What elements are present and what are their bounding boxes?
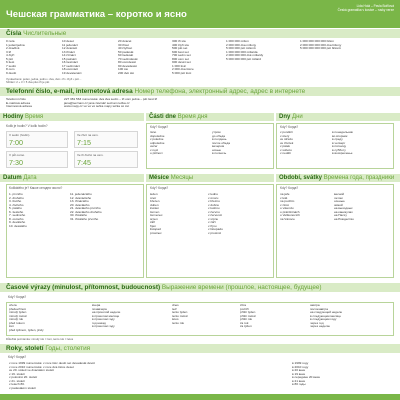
list-item: za týden	[240, 324, 252, 329]
list-item: 11 jedenáct	[62, 42, 78, 47]
list-item: 40 čtyřicet	[118, 46, 133, 51]
list-item: letos	[172, 317, 179, 322]
list-item: o půlnoci	[150, 151, 163, 156]
list-item: 500 pět set	[172, 46, 188, 51]
list-item: před týdnem, týden, jindy	[9, 327, 44, 332]
years-list	[9, 362, 95, 390]
time-expr-col-2	[92, 304, 120, 329]
list-item: на следующей неделе	[310, 310, 343, 315]
list-item: říjen	[150, 223, 157, 228]
page-title: Чешская грамматика – коротко и ясно	[6, 9, 187, 20]
list-item: v dubnu	[208, 202, 220, 207]
list-item: летом	[334, 195, 343, 200]
list-item: září	[150, 220, 156, 225]
days-heading	[279, 114, 303, 120]
list-item: Sčítání: 2 + 3 = 5 dva plus tři je pět	[6, 80, 50, 85]
list-item: осенью	[334, 199, 345, 204]
hours-heading-cz: Hodiny	[3, 114, 24, 120]
list-item: 200 dvě stě	[118, 70, 134, 75]
months-list	[150, 193, 163, 236]
holidays-question: Kdy? Когда?	[280, 186, 299, 190]
phone-value-3: www.mapy.cz vé vé vé tečka mapy tečka cé zet	[64, 104, 130, 109]
list-item: před rokem	[9, 320, 25, 325]
list-item: зимой	[334, 202, 343, 207]
time-expr-col-3	[172, 304, 188, 325]
list-item: в воскресенье	[332, 151, 353, 156]
list-item: duben	[150, 202, 159, 207]
list-item: 2 000 000 000 dvě miliardy	[226, 53, 264, 58]
list-item: год назад	[92, 320, 106, 325]
time-box-3-clock: 7:30	[9, 158, 23, 167]
date-band	[0, 174, 144, 182]
time-box-1	[6, 131, 68, 148]
time-expr-heading-cz: Časové výrazy (minulost, přítomnost, budoucnost)	[6, 284, 161, 291]
list-item: 21. dvacátého prvního	[70, 206, 101, 211]
hours-heading	[3, 114, 43, 120]
list-item: zítra	[240, 303, 247, 307]
list-item: 8 osm	[6, 67, 15, 72]
list-item: v roce 2010 numerovka: v roce dva tisíce deset	[9, 364, 74, 369]
list-item: tento rok	[172, 320, 185, 325]
holidays-list-ru	[334, 193, 354, 221]
list-item: в понедельник	[332, 130, 353, 134]
time-box-2-text: Ve čtvrt na osm.	[77, 133, 99, 137]
time-expr-col-4	[240, 304, 256, 329]
list-item: 22. dvacátého druhého	[70, 209, 102, 214]
list-item: leden	[150, 192, 158, 196]
time-box-3	[6, 151, 68, 168]
time-box-4	[74, 151, 138, 168]
list-item: 600 šest set	[172, 49, 189, 54]
list-item: příští týden	[240, 310, 256, 315]
list-item: в прошлом году	[92, 324, 115, 329]
list-item: za rok	[240, 320, 249, 325]
days-question: Kdy? Когда?	[280, 125, 299, 129]
list-item: únor	[150, 195, 157, 200]
hours-band	[0, 113, 144, 121]
list-item: 1 000 000 milion	[226, 39, 249, 43]
authors-line-1: Lida Holá – Pavla Bořilová	[356, 4, 394, 8]
list-item: 3 tři	[6, 49, 12, 54]
list-item: 8. osmého	[9, 216, 24, 221]
list-item: v padesátém století	[9, 385, 36, 390]
months-heading-cz: Měsíce	[149, 175, 170, 181]
list-item: červenec	[150, 213, 163, 218]
list-item: v sobotu	[280, 147, 292, 152]
list-item: v úterý	[280, 133, 290, 138]
list-item: večer	[150, 144, 158, 149]
list-item: 3. třetího	[9, 199, 22, 204]
list-item: pozítří	[240, 306, 249, 311]
list-item: в 1999 году	[292, 361, 309, 365]
time-expr-band	[0, 283, 400, 292]
list-item: 5 000 000 000 000 pět bilionů	[300, 46, 341, 51]
list-item: odpoledne	[150, 140, 165, 145]
list-item: 5 pět	[6, 56, 13, 61]
numbers-heading-ru: Числительные	[23, 30, 67, 37]
list-item: v polovině 20. století	[9, 375, 38, 380]
list-item: na Vánoce	[280, 216, 295, 221]
dayparts-band	[146, 113, 274, 121]
list-item: 700 sedm set	[172, 53, 191, 58]
list-item: 20. dvacátého	[70, 202, 90, 207]
list-item: 80 osmdesát	[118, 60, 136, 65]
list-item: в прошлом году	[92, 317, 115, 322]
header-bar	[0, 0, 400, 28]
list-item: 7. sedmého	[9, 213, 26, 218]
phone-label-2: E-mailová adresa	[6, 100, 31, 105]
time-box-3-text: V půl osmé.	[9, 153, 25, 157]
hours-question	[6, 124, 47, 128]
list-item: 6. šestého	[9, 209, 24, 214]
time-expr-note: Důležitá poznámka: minulý rok = loni, tento rok = letos	[6, 337, 74, 341]
dayparts-list	[150, 131, 164, 156]
list-item: 30 třicet	[118, 42, 130, 47]
list-item: в пятницу	[332, 144, 347, 149]
list-item: v poledne	[150, 137, 164, 142]
list-item: 300 tři sta	[172, 39, 186, 43]
list-item: příští rok	[240, 317, 253, 322]
list-item: до обеда	[212, 133, 226, 138]
phone-values	[64, 98, 157, 109]
list-item: 1. prvního	[9, 192, 23, 196]
list-item: minulý měsíc	[9, 313, 28, 318]
list-item: 10. desátého	[9, 223, 27, 228]
list-item: 13 třináct	[62, 49, 75, 54]
list-item: 400 čtyři sta	[172, 42, 189, 47]
date-question: Kolikátého je? Какое сегодня число?	[9, 186, 63, 190]
list-item: v roce 1999 numerovka: v roce tisíc devět set devadesát devět	[9, 361, 95, 365]
numbers-heading-cz: Čísla	[6, 30, 22, 37]
list-item: předevčírem	[9, 306, 27, 311]
list-item: 17 sedmnáct	[62, 63, 80, 68]
list-item: весной	[334, 192, 345, 196]
list-item: 5 000 000 000 pět miliard	[226, 56, 261, 61]
list-item: v zimě	[280, 202, 289, 207]
time-box-2	[74, 131, 138, 148]
months-heading-ru: Месяцы	[170, 175, 194, 181]
phone-labels	[6, 98, 32, 109]
list-item: 11. jedenáctého	[70, 192, 92, 196]
numbers-col-2	[62, 40, 81, 75]
list-item: 70 sedmdesát	[118, 56, 138, 61]
list-item: v prosinci	[208, 231, 222, 236]
time-expr-col-5	[310, 304, 342, 329]
list-item: в 20 веке	[292, 368, 306, 373]
list-item: 12 dvanáct	[62, 46, 78, 51]
list-item: 90 devadesát	[118, 63, 137, 68]
holidays-heading	[279, 175, 394, 181]
holidays-heading-cz: Období, svátky	[279, 175, 323, 181]
list-item: 13. třináctého	[70, 199, 89, 204]
numbers-col-5	[226, 40, 263, 61]
list-item: ve středu	[280, 137, 293, 142]
list-item: srpen	[150, 216, 158, 221]
list-item: 2 000 000 dva miliony	[226, 42, 257, 47]
list-item: 30. třicátého	[70, 213, 88, 218]
list-item: o Velikonocích	[280, 213, 300, 218]
list-item: teď	[172, 306, 177, 311]
list-item: 31. třicátého prvního	[70, 216, 99, 221]
months-question: Kdy? Когда?	[150, 186, 169, 190]
date-heading	[3, 175, 37, 181]
list-item: 900 devět set	[172, 60, 191, 65]
years-heading-ru: Годы, столетия	[45, 345, 91, 352]
phone-value-1: 227 381 563 numerovka: dva dva sedm – tři osm jedna – pět šest tři	[64, 97, 158, 101]
list-item: 2 dva/dvě	[6, 46, 20, 51]
time-box-4-text: Ve tři čtvrtě na osm.	[77, 153, 104, 157]
list-item: v pondělí	[280, 130, 293, 134]
list-item: v únoru	[208, 195, 219, 200]
list-item: Vynásobené: jeden, jedna, jedno • dva, dvě • tři • čtyři • pět…	[6, 77, 82, 81]
list-item: на прошлой неделе	[92, 310, 121, 315]
time-box-4-clock: 7:45	[77, 158, 91, 167]
list-item: v květnu	[208, 206, 220, 211]
list-item: ve čtvrtek	[280, 140, 294, 145]
list-item: o prázdninách	[280, 209, 300, 214]
list-item: в следующем месяце	[310, 313, 341, 318]
dayparts-list-ru	[212, 131, 230, 156]
list-item: на Рождество	[334, 216, 354, 221]
phone-value-2: jana@seznam.cz jana zavináč seznam tečka cz	[64, 100, 130, 105]
list-item: tento měsíc	[172, 313, 188, 318]
numbers-col-6	[300, 40, 341, 51]
list-item: завтра	[310, 303, 320, 307]
list-item: v létě	[280, 195, 288, 200]
list-item: březen	[150, 199, 160, 204]
list-item: через год	[310, 320, 324, 325]
days-heading-cz: Dny	[279, 114, 291, 120]
list-item: 5 000 000 pět milionů	[226, 46, 256, 51]
list-item: v neděli	[280, 151, 291, 156]
days-band	[276, 113, 400, 121]
list-item: včera	[9, 303, 17, 307]
list-item: на выходных	[334, 206, 353, 211]
list-item: 12. dvanáctého	[70, 195, 92, 200]
list-item: в полдень	[212, 137, 227, 142]
phone-heading	[6, 88, 305, 95]
list-item: v listopadu	[208, 227, 223, 232]
list-item: na podzim	[280, 199, 295, 204]
hours-heading-ru: Время	[25, 114, 44, 120]
months-band	[146, 174, 274, 182]
holidays-band	[276, 174, 400, 182]
list-item: dopoledne	[150, 133, 165, 138]
list-item: в 21 веке	[292, 378, 306, 383]
list-item: tento týden	[172, 310, 188, 315]
list-item: послезавтра	[310, 306, 328, 311]
hours-question-2: V kolik hodin?	[27, 124, 48, 128]
list-item: 1 jeden/jedna	[6, 42, 25, 47]
list-item: вчера	[92, 303, 101, 307]
time-box-2-clock: 7:15	[77, 138, 91, 147]
list-item: v letech 80.	[9, 382, 25, 387]
list-item: 50 padesát	[118, 49, 134, 54]
list-item: ráno	[150, 130, 157, 134]
list-item: květen	[150, 206, 160, 211]
list-item: утром	[212, 130, 221, 134]
days-heading-ru: Дни	[292, 114, 303, 120]
list-item: dnes	[172, 303, 179, 307]
list-item: в следующем году	[310, 317, 337, 322]
time-box-1-clock: 7:00	[9, 138, 23, 147]
list-item: v srpnu	[208, 216, 219, 221]
list-item: v říjnu	[208, 223, 217, 228]
list-item: в четверг	[332, 140, 346, 145]
list-item: вечером	[212, 144, 225, 149]
list-item: 60 šedesát	[118, 53, 134, 58]
list-item: v lednu	[208, 192, 218, 196]
list-item: 7 sedm	[6, 63, 17, 68]
list-item: v noci	[150, 147, 159, 152]
list-item: на каникулах	[334, 209, 353, 214]
list-item: в середине 20 века	[292, 375, 320, 380]
time-expr-question: Kdy? Когда?	[8, 295, 27, 299]
years-question: Kdy? Когда?	[8, 355, 27, 359]
numbers-col-3	[118, 40, 137, 75]
holidays-list	[280, 193, 300, 221]
list-item: 16 šestnáct	[62, 60, 78, 65]
phone-heading-cz: Telefonní číslo, e-mail, internetová adresa	[6, 88, 133, 95]
list-item: v březnu	[208, 199, 220, 204]
list-item: prosinec	[150, 231, 162, 236]
authors-line-2: Česká gramatika v kostce – rusky verze	[337, 8, 394, 13]
time-expr-col-1	[9, 304, 44, 332]
numbers-notes	[6, 78, 82, 85]
days-list	[280, 131, 293, 156]
list-item: в полночь	[212, 151, 227, 156]
dayparts-question: Kdy? Когда?	[150, 125, 169, 129]
list-item: 4. čtvrtého	[9, 202, 24, 207]
phone-heading-ru: Номер телефона, электронный адрес, адрес в интернете	[134, 88, 306, 95]
list-item: ночью	[212, 147, 221, 152]
list-item: 1 000 000 000 miliarda	[226, 49, 258, 54]
list-item: 14 čtrnáct	[62, 53, 76, 58]
list-item: na jaře	[280, 192, 290, 196]
months-heading	[149, 175, 193, 181]
list-item: 15 patnáct	[62, 56, 77, 61]
years-band	[0, 344, 400, 353]
time-expr-heading	[6, 284, 322, 291]
years-heading	[6, 345, 90, 352]
list-item: 5 000 pět tisíc	[172, 70, 192, 75]
numbers-heading	[6, 30, 66, 37]
list-item: позавчера	[92, 306, 107, 311]
list-item: в 2010 году	[292, 364, 309, 369]
list-item: через неделю	[310, 324, 330, 329]
list-item: 1 000 000 000 000 bilion	[300, 39, 334, 43]
list-item: 2 000 dva tisíce	[172, 67, 194, 72]
list-item: 2. druhého	[9, 195, 24, 200]
list-item: после обеда	[212, 140, 230, 145]
list-item: v září	[208, 220, 216, 225]
years-list-ru	[292, 362, 320, 387]
list-item: в субботу	[332, 147, 346, 152]
list-item: v 19. století	[9, 371, 25, 376]
list-item: v červenci	[208, 213, 222, 218]
list-item: 100 sto	[118, 67, 129, 72]
footer-bar	[0, 394, 400, 400]
list-item: во вторник	[332, 133, 348, 138]
list-item: 800 osm set	[172, 56, 189, 61]
list-item: v červnu	[208, 209, 220, 214]
dayparts-heading-ru: Время дня	[177, 114, 208, 120]
list-item: 9. devátého	[9, 220, 26, 225]
list-item: červen	[150, 209, 160, 214]
list-item: v 21. století	[9, 378, 25, 383]
list-item: 0 nula	[6, 39, 15, 43]
dayparts-heading	[149, 114, 207, 120]
list-item: 1 000 tisíc	[172, 63, 187, 68]
numbers-band	[0, 29, 400, 38]
holidays-heading-ru: Времена года, праздники	[323, 175, 395, 181]
list-item: o víkendu	[280, 206, 294, 211]
years-heading-cz: Roky, století	[6, 345, 44, 352]
months-list-2	[208, 193, 223, 236]
list-item: 19 devatenáct	[62, 70, 82, 75]
phone-band	[0, 87, 400, 96]
phone-label-3: Internetová adresa	[6, 104, 32, 109]
list-item: 6 šest	[6, 60, 15, 65]
numbers-col-1	[6, 40, 25, 75]
list-item: в 19 веке	[292, 371, 306, 376]
list-item: 2 000 000 000 000 dva biliony	[300, 42, 342, 47]
list-item: 20 dvacet	[118, 39, 132, 43]
dayparts-box	[146, 123, 274, 169]
list-item: v pátek	[280, 144, 290, 149]
list-item: 9 devět	[6, 70, 17, 75]
dayparts-heading-cz: Části dne	[149, 114, 177, 120]
date-heading-ru: Дата	[23, 175, 37, 181]
list-item: 10 deset	[62, 39, 74, 43]
date-heading-cz: Datum	[3, 175, 22, 181]
time-expr-heading-ru: Выражение времени (прошлое, настоящее, будущее)	[161, 284, 322, 291]
list-item: в среду	[332, 137, 343, 142]
list-item: 18 osmnáct	[62, 67, 78, 72]
list-item: loni	[9, 324, 14, 329]
date-col-2	[70, 193, 102, 221]
hours-question-1: Kolik je hodin?	[6, 124, 27, 128]
list-item: příští měsíc	[240, 313, 256, 318]
list-item: ve 20. století ve dvacátém století	[9, 368, 55, 373]
header-authors	[338, 4, 394, 13]
list-item: в прошлом месяце	[92, 313, 120, 318]
list-item: minulý rok	[9, 317, 24, 322]
numbers-col-4	[172, 40, 194, 75]
time-box-1-text: V sedm (hodin).	[9, 133, 31, 137]
date-col-1	[9, 193, 27, 228]
list-item: в 80 годы	[292, 382, 306, 387]
list-item: 4 čtyři	[6, 53, 15, 58]
list-item: 5. pátého	[9, 206, 22, 211]
list-item: на Пасху	[334, 213, 347, 218]
list-item: minulý týden	[9, 310, 27, 315]
list-item: listopad	[150, 227, 161, 232]
phone-label-1: Telefonní číslo	[6, 97, 26, 101]
days-list-ru	[332, 131, 353, 156]
